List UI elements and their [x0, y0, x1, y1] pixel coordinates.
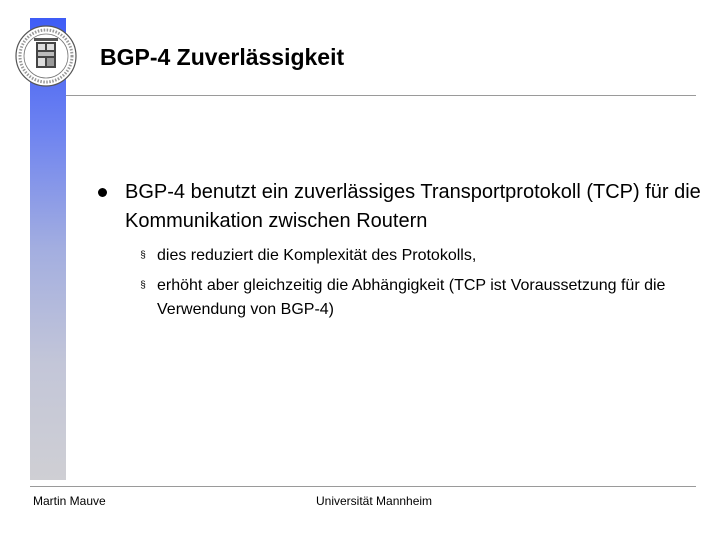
university-seal-icon	[14, 24, 78, 88]
bullet-dot-icon	[98, 188, 107, 197]
footer-author: Martin Mauve	[33, 494, 106, 508]
sub-bullet-text: dies reduziert die Komplexität des Protokolls,	[157, 247, 477, 264]
sub-bullet-marker-icon: §	[140, 250, 146, 261]
main-bullet-text: BGP-4 benutzt ein zuverlässiges Transportprotokoll (TCP) für die Kommunikation zwischen Routern	[125, 181, 701, 232]
title-divider	[66, 95, 696, 96]
footer-institution: Universität Mannheim	[316, 494, 433, 508]
footer-divider	[30, 486, 696, 487]
slide-title: BGP-4 Zuverlässigkeit	[100, 44, 345, 70]
sub-bullet-marker-icon: §	[140, 280, 146, 291]
sub-bullet-text: erhöht aber gleichzeitig die Abhängigkeit (TCP ist Voraussetzung für die Verwendung von BGP-4)	[157, 277, 666, 318]
